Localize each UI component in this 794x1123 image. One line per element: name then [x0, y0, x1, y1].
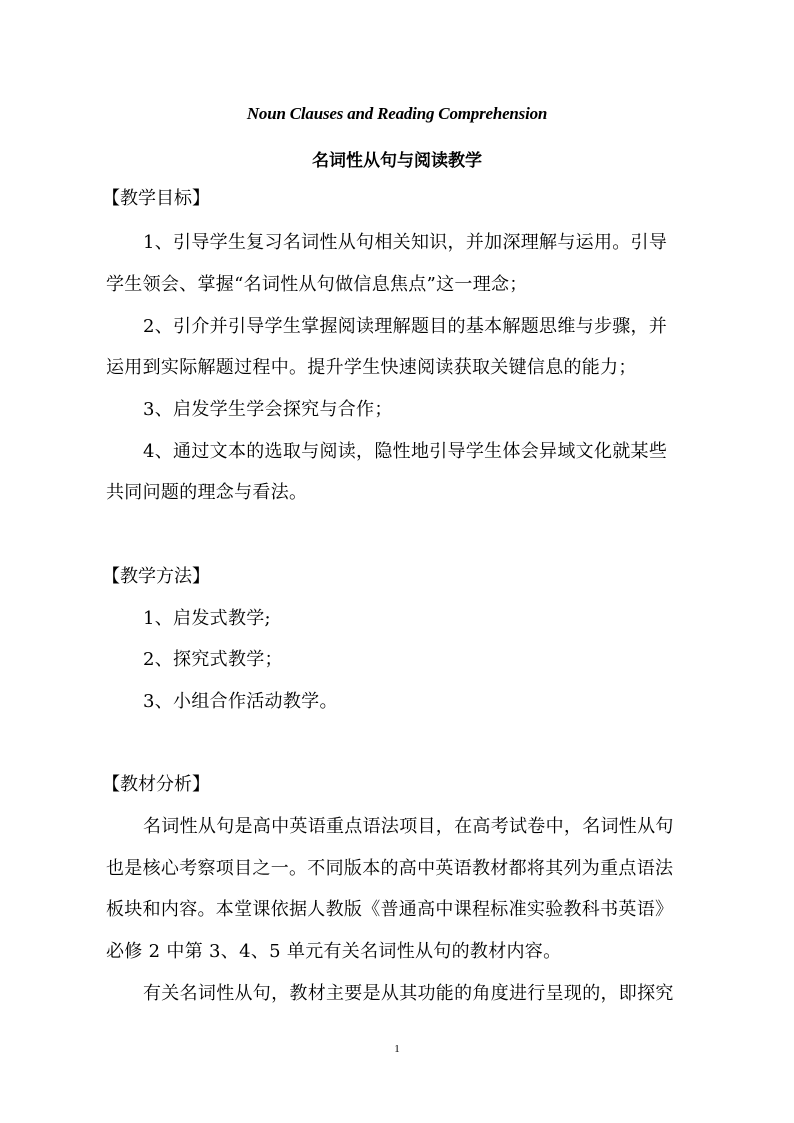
method-line-2: 2、探究式教学；: [143, 649, 283, 670]
page-number: 1: [394, 1043, 400, 1055]
objective-line-2: 学生领会、掌握“名词性从句做信息焦点”这一理念；: [106, 274, 528, 295]
chinese-title: 名词性从句与阅读教学: [312, 151, 482, 171]
english-title: Noun Clauses and Reading Comprehension: [246, 104, 548, 123]
analysis-line-3: 板块和内容。本堂课依据人教版《普通高中课程标准实验教科书英语》: [106, 899, 674, 920]
analysis-line-1: 名词性从句是高中英语重点语法项目，在高考试卷中，名词性从句: [143, 816, 674, 837]
method-line-1: 1、启发式教学;: [143, 608, 271, 629]
analysis-line-5: 有关名词性从句，教材主要是从其功能的角度进行呈现的，即探究: [143, 983, 674, 1004]
section-heading-methods: 【教学方法】: [102, 566, 210, 587]
objective-line-1: 1、引导学生复习名词性从句相关知识，并加深理解与运用。引导: [143, 232, 668, 253]
objective-line-7: 共同问题的理念与看法。: [106, 482, 308, 503]
analysis-line-2: 也是核心考察项目之一。不同版本的高中英语教材都将其列为重点语法: [106, 858, 674, 879]
method-line-3: 3、小组合作活动教学。: [143, 691, 338, 712]
section-heading-analysis: 【教材分析】: [102, 774, 210, 795]
objective-line-6: 4、通过文本的选取与阅读，隐性地引导学生体会异域文化就某些: [143, 441, 668, 462]
section-heading-objectives: 【教学目标】: [102, 188, 210, 209]
objective-line-4: 运用到实际解题过程中。提升学生快速阅读获取关键信息的能力；: [106, 357, 637, 378]
analysis-line-4: 必修 2 中第 3、4、5 单元有关名词性从句的教材内容。: [106, 941, 562, 962]
objective-line-3: 2、引介并引导学生掌握阅读理解题目的基本解题思维与步骤，并: [143, 316, 668, 337]
objective-line-5: 3、启发学生学会探究与合作；: [143, 399, 393, 420]
